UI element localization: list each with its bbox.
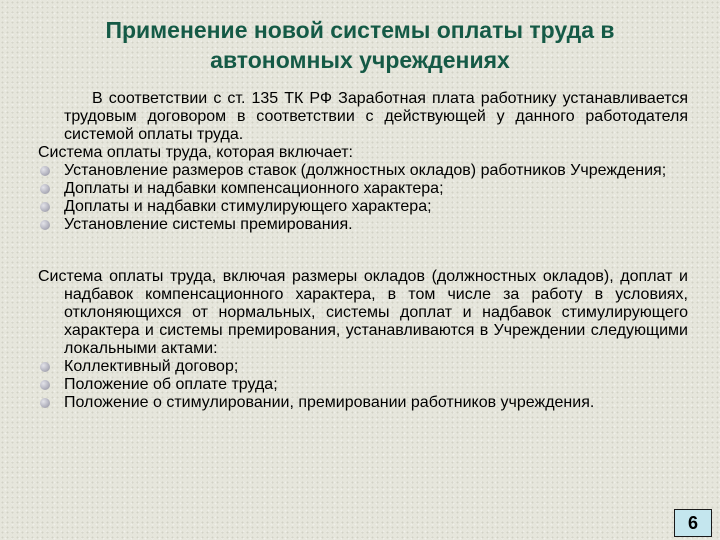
bullet-icon (40, 166, 50, 176)
spacer (38, 234, 688, 268)
list-item-text: Установление системы премирования. (64, 216, 353, 233)
system-lead: Система оплаты труда, которая включает: (38, 144, 353, 161)
list-item-text: Доплаты и надбавки компенсационного характера; (64, 180, 444, 197)
list-item-text: Коллективный договор; (64, 358, 239, 375)
list-item-text: Доплаты и надбавки стимулирующего характера; (64, 198, 432, 215)
system-items-list (38, 162, 688, 234)
list-item-text: Положение об оплате труда; (64, 376, 278, 393)
list-item (38, 358, 688, 376)
list-item-text: Положение о стимулировании, премировании работников учреждения. (64, 394, 595, 411)
list-item (38, 198, 688, 216)
slide-title-line-2: автономных учреждениях (210, 47, 510, 73)
list-item (38, 162, 688, 180)
bullet-icon (40, 220, 50, 230)
list-item (38, 376, 688, 394)
page-number: 6 (687, 512, 698, 533)
slide-title-line-1: Применение новой системы оплаты труда в (105, 17, 615, 43)
intro-paragraph (38, 90, 688, 144)
list-item (38, 394, 688, 412)
acts-items-list (38, 358, 688, 412)
list-item-text: Установление размеров ставок (должностных окладов) работников Учреждения; (64, 162, 667, 179)
page-number-badge (674, 509, 712, 537)
acts-paragraph: Система оплаты труда, включая размеры окладов (должностных окладов), доплат и надбавок компенсационного характера, в том числе за работу в условиях, отклоняющихся от нормальных, системы доплат и надбавок стимулирующего характера и системы премирования, устанавливаются в Учреждении следующими локальными актами: (38, 268, 688, 357)
bullet-icon (40, 184, 50, 194)
bullet-icon (40, 362, 50, 372)
bullet-icon (40, 398, 50, 408)
bullet-icon (40, 380, 50, 390)
bullet-icon (40, 202, 50, 212)
slide-content (38, 90, 688, 412)
intro-text: В соответствии с ст. 135 ТК РФ Заработная плата работнику устанавливается трудовым договором в соответствии с действующей у данного работодателя системой оплаты труда. (64, 90, 688, 143)
list-item (38, 216, 688, 234)
slide-title (20, 15, 700, 75)
list-item (38, 180, 688, 198)
